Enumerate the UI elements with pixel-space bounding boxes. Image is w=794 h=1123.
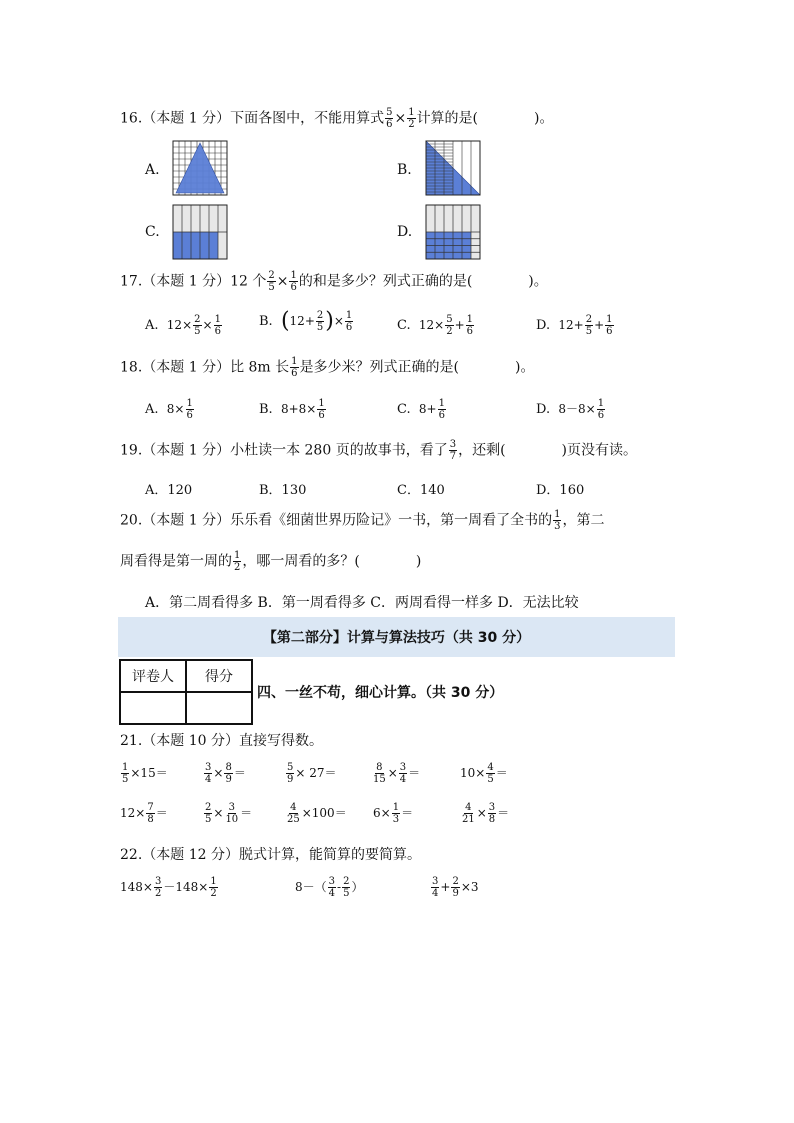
q22-expr2: 8－（ $\frac{3}{4}$ - $\frac{2}{5}$ ） [295, 876, 364, 899]
q17-option-d: D. 12+ $\frac{2}{5}$ + $\frac{1}{6}$ [536, 314, 613, 337]
q16-option-c-label: C. [145, 224, 160, 240]
q19-option-a: A．120 [145, 483, 193, 498]
fraction: $\frac{1}{2}$ [408, 107, 415, 130]
q20-options: A．第二周看得多 B．第一周看得多 C．两周看得一样多 D．无法比较 [145, 595, 579, 611]
score-cell [186, 692, 252, 724]
q22-expr1: 148× $\frac{3}{2}$ －148× $\frac{1}{2}$ [120, 876, 217, 899]
q21-r1-item3: $\frac{5}{9}$ × 27＝ [287, 762, 337, 785]
q16-option-d-label: D. [397, 224, 413, 240]
fraction: $\frac{1}{6}$ [290, 270, 297, 293]
q16-figure-b [425, 140, 481, 196]
q16-option-a-label: A. [145, 162, 160, 178]
q16-figure-d [425, 204, 481, 260]
q20-stem-line2: 周看得是第一周的 $\frac{1}{2}$ ，哪一周看的多？( ) [120, 550, 422, 573]
grader-cell [120, 692, 186, 724]
q21-r1-item5: 10× $\frac{4}{5}$ ＝ [460, 762, 508, 785]
fraction: $\frac{2}{5}$ [268, 270, 275, 293]
q19-stem: 19.（本题 1 分）小杜读一本 280 页的故事书，看了 $\frac{3}{7}$ ，还剩( )页没有读。 [120, 439, 638, 462]
q17-option-a: A. 12× $\frac{2}{5}$ × $\frac{1}{6}$ [145, 314, 221, 337]
q21-r1-item1: $\frac{1}{5}$ ×15＝ [122, 762, 168, 785]
q21-r2-item5: $\frac{4}{21}$ × $\frac{3}{8}$ ＝ [462, 802, 510, 825]
q21-r2-item1: 12× $\frac{7}{8}$ ＝ [120, 802, 168, 825]
q20-stem-line1: 20.（本题 1 分）乐乐看《细菌世界历险记》一书，第一周看了全书的 $\frac{1}{3}$ ，第二 [120, 509, 605, 532]
q21-title: 21.（本题 10 分）直接写得数。 [120, 733, 323, 749]
q21-r2-item2: $\frac{2}{5}$ × $\frac{3}{10}$ ＝ [205, 802, 253, 825]
q19-option-d: D．160 [536, 483, 585, 498]
q18-option-c: C. 8+ $\frac{1}{6}$ [397, 398, 445, 421]
q19-option-c: C．140 [397, 483, 445, 498]
q16-stem: 16.（本题 1 分）下面各图中，不能用算式 $\frac{5}{6}$ × $\frac{1}{2}$ 计算的是( )。 [120, 107, 554, 130]
fraction: $\frac{5}{6}$ [386, 107, 393, 130]
fraction: $\frac{3}{7}$ [449, 439, 457, 462]
q18-stem: 18.（本题 1 分）比 8m 长 $\frac{1}{6}$ 是多少米？列式正确的是( )。 [120, 356, 535, 379]
q17-stem: 17.（本题 1 分）12 个 $\frac{2}{5}$ × $\frac{1}{6}$ 的和是多少？列式正确的是( )。 [120, 270, 548, 293]
q18-option-a: A. 8× $\frac{1}{6}$ [145, 398, 193, 421]
fraction: $\frac{1}{2}$ [234, 550, 241, 573]
q18-option-d: D. 8－8× $\frac{1}{6}$ [536, 398, 605, 421]
score-header: 得分 [186, 660, 252, 692]
q19-option-b: B．130 [259, 483, 307, 498]
q21-r2-item3: $\frac{4}{25}$ ×100＝ [287, 802, 347, 825]
grader-header: 评卷人 [120, 660, 186, 692]
q21-r1-item2: $\frac{3}{4}$ × $\frac{8}{9}$ ＝ [205, 762, 246, 785]
q21-r1-item4: $\frac{8}{15}$ × $\frac{3}{4}$ ＝ [373, 762, 421, 785]
q21-r2-item4: 6× $\frac{1}{3}$ ＝ [373, 802, 414, 825]
q17-option-c: C. 12× $\frac{5}{2}$ + $\frac{1}{6}$ [397, 314, 474, 337]
q22-expr3: $\frac{3}{4}$ + $\frac{2}{9}$ ×3 [432, 876, 479, 899]
q16-figure-a [172, 140, 228, 196]
q18-option-b: B. 8+8× $\frac{1}{6}$ [259, 398, 325, 421]
fraction: $\frac{1}{3}$ [554, 509, 561, 532]
q22-title: 22.（本题 12 分）脱式计算，能简算的要简算。 [120, 847, 421, 863]
q16-figure-c [172, 204, 228, 260]
fraction: $\frac{1}{6}$ [291, 356, 298, 379]
q17-option-b: B. (12+ $\frac{2}{5}$ )× $\frac{1}{6}$ [259, 308, 353, 334]
q16-option-b-label: B. [397, 162, 412, 178]
part2-banner: 【第二部分】计算与算法技巧（共 30 分） [118, 617, 675, 657]
section-four-title: 四、一丝不苟，细心计算。（共 30 分） [257, 685, 504, 701]
score-table [119, 659, 253, 725]
